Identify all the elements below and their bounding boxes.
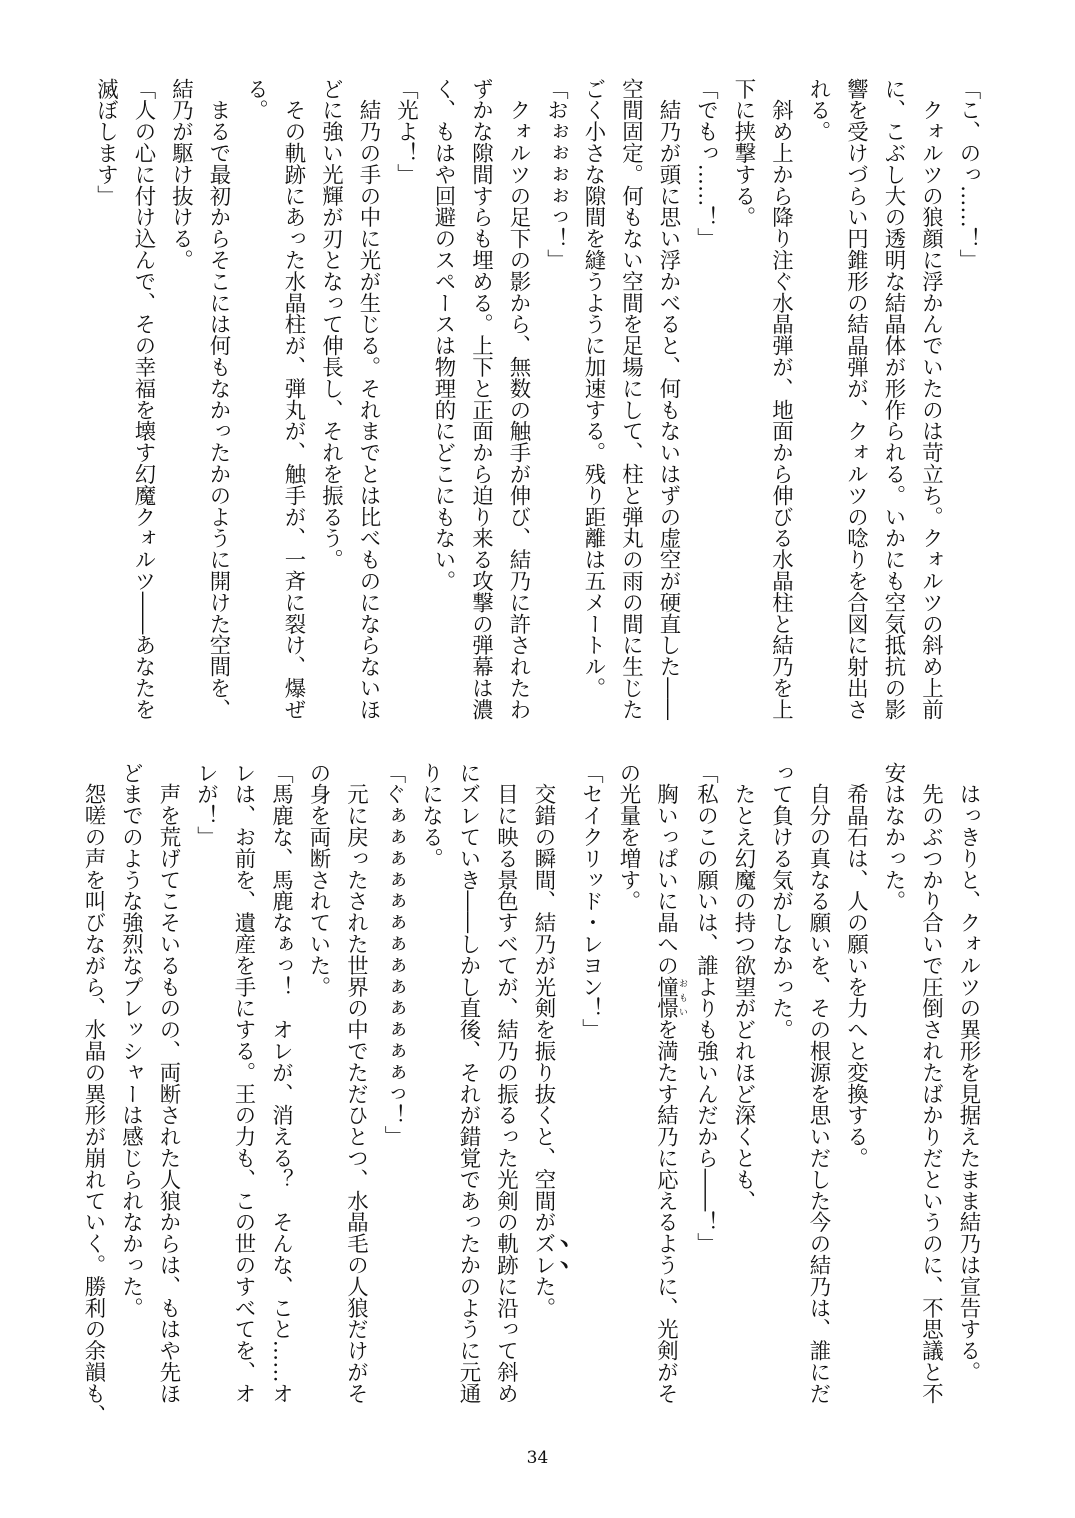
ruby-base: 憧憬 (653, 976, 679, 1019)
text-line: 「セイクリッド・レヨン！」 (578, 762, 604, 1041)
text-line: 斜め上から降り注ぐ水晶弾が、地面から伸びる水晶柱と結乃を上 (768, 78, 794, 720)
text-segment: 交錯の瞬間、結乃が光剣を振り抜くと、空間が (531, 762, 556, 1233)
text-line: にズレていき――しかし直後、それが錯覚であったかのように元通 (456, 762, 481, 1404)
text-line: ごく小さな隙間を縫うように加速する。残り距離は五メートル。 (581, 78, 606, 699)
text-line: 先のぶつかり合いで圧倒されたばかりだというのに、不思議と不 (918, 762, 944, 1404)
text-line: 結乃の手の中に光が生じる。それまでとは比べものにならないほ (356, 78, 381, 720)
page-number: 34 (526, 1448, 549, 1468)
text-line: 結乃が頭に思い浮かべると、何もないはずの虚空が硬直した―― (656, 78, 681, 720)
text-line: たとえ幻魔の持つ欲望がどれほど深くとも、 (731, 762, 756, 1212)
text-line: レが！」 (193, 762, 219, 848)
text-line: って負ける気がしなかった。 (768, 762, 794, 1041)
text-line: 「でもっ……！」 (693, 78, 719, 250)
text-line: どまでのような強烈なプレッシャーは感じられなかった。 (118, 762, 144, 1319)
text-line: 響を受けづらい円錐形の結晶弾が、クォルツの唸りを合図に射出さ (843, 78, 869, 720)
text-line: に、こぶし大の透明な結晶体が形作られる。いかにも空気抵抗の影 (881, 78, 906, 720)
text-line: 「私のこの願いは、誰よりも強いんだから――！」 (693, 762, 719, 1255)
text-line: 「おぉぉぉぉっ！」 (543, 78, 569, 271)
text-line: 目に映る景色すべてが、結乃の振るった光剣の軌跡に沿って斜め (493, 762, 519, 1404)
text-line: クォルツの足下の影から、無数の触手が伸び、結乃に許されたわ (506, 78, 531, 720)
text-line: 希晶石は、人の願いを力へと変換する。 (843, 762, 869, 1169)
text-line: れる。 (806, 78, 831, 143)
upper-text-block (87, 78, 987, 738)
text-line: りになる。 (418, 762, 444, 869)
text-line: 結乃が駆け抜ける。 (168, 78, 194, 271)
text-segment: を満たす結乃に応えるように、光剣がそ (653, 1018, 679, 1405)
text-line: る。 (243, 78, 269, 121)
text-line: はっきりと、クォルツの異形を見据えたまま結乃は宣告する。 (956, 762, 981, 1383)
ruby-text: おもい (677, 976, 687, 1019)
text-line: の光量を増す。 (616, 762, 641, 912)
ruby-annotation (653, 976, 687, 1019)
text-line: 「こ、のっ……！」 (956, 78, 981, 271)
text-line: 「人の心に付け込んで、その幸福を壊す幻魔クォルツ――あなたを (131, 78, 156, 720)
text-segment: た。 (531, 1275, 556, 1319)
text-line: まるで最初からそこには何もなかったかのように開けた空間を、 (206, 78, 231, 720)
text-line: 元に戻ったされた世界の中でただひとつ、水晶毛の人狼だけがそ (343, 762, 369, 1404)
text-line: どに強い光輝が刃となって伸長し、それを振るう。 (318, 78, 344, 571)
text-line: 空間固定。何もない空間を足場にして、柱と弾丸の雨の間に生じた (618, 78, 644, 720)
lower-text-block (81, 762, 987, 1426)
text-line: クォルツの狼顔に浮かんでいたのは苛立ち。クォルツの斜め上前 (918, 78, 944, 720)
text-line-with-ruby (647, 762, 687, 1422)
text-line: の身を両断されていた。 (306, 762, 331, 998)
text-line: 声を荒げてこそいるものの、両断された人狼からは、もはや先ほ (156, 762, 181, 1404)
text-line: 自分の真なる願いを、その根源を思いだした今の結乃は、誰にだ (806, 762, 831, 1404)
text-line: 滅ぼします」 (93, 78, 119, 207)
text-line: その軌跡にあった水晶柱が、弾丸が、触手が、一斉に裂け、爆ぜ (281, 78, 306, 720)
text-line-with-emphasis (525, 762, 573, 1422)
text-line: 下に挟撃する。 (731, 78, 756, 228)
text-line: 安はなかった。 (881, 762, 906, 912)
text-line: 「ぐぁぁぁぁぁぁぁぁぁぁぁぁぁっ！」 (381, 762, 406, 1148)
emphasized-text: ズレ (531, 1232, 556, 1276)
text-line: 「馬鹿な、馬鹿なぁっ！ オレが、消える？ そんな、こと……オ (268, 762, 294, 1404)
text-line: 怨嗟の声を叫びながら、水晶の異形が崩れていく。勝利の余韻も、 (81, 762, 106, 1426)
text-line: 「光よ！」 (393, 78, 419, 185)
text-line: ずかな隙間すらも埋める。上下と正面から迫り来る攻撃の弾幕は濃 (468, 78, 494, 720)
text-line: く、もはや回避のスペースは物理的にどこにもない。 (431, 78, 456, 592)
text-segment: 胸いっぱいに晶への (653, 762, 679, 976)
text-line: レは、お前を、遺産を手にする。王の力も、この世のすべてを、オ (231, 762, 256, 1404)
